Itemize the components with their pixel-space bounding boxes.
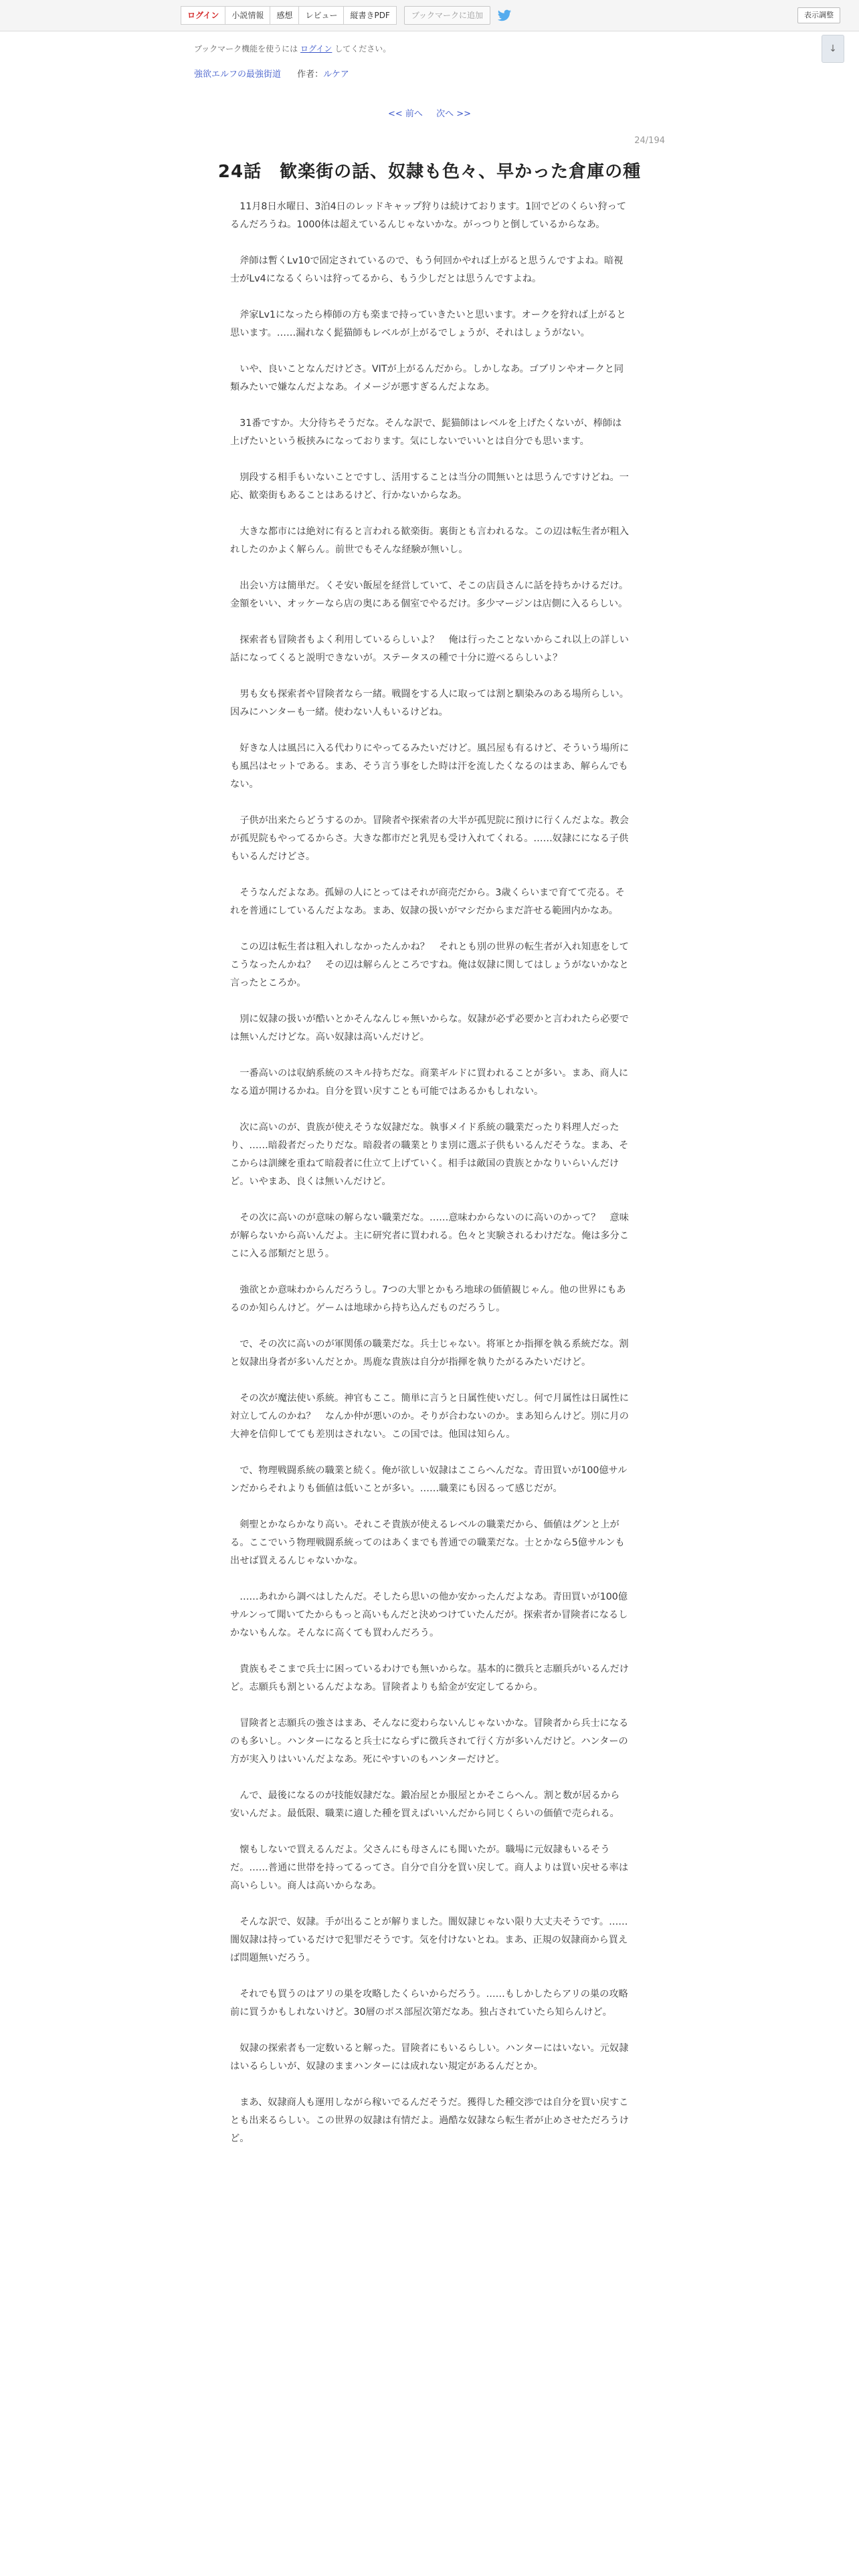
paragraph: 男も女も探索者や冒険者なら一緒。戦闘をする人に取っては割と馴染みのある場所らしい。因みにハンターも一緒。使わない人もいるけどね。 xyxy=(230,689,629,718)
paragraph: そうなんだよなあ。孤婦の人にとってはそれが商売だから。3歳くらいまで育てて売る。それを普通にしているんだよなあ。まあ、奴隷の扱いがマシだからまだ許せる範囲内かなあ。 xyxy=(230,887,625,916)
paragraph: 出会い方は簡単だ。くそ安い飯屋を経営していて、そこの店員さんに話を持ちかけるだけ。金額をいい、オッケーなら店の奥にある個室でやるだけ。多少マージンは店側に入るらしい。 xyxy=(230,580,629,609)
scroll-top-button[interactable] xyxy=(822,35,844,63)
next-chapter-link[interactable]: 次へ >> xyxy=(436,109,471,119)
review-link[interactable]: レビュー xyxy=(298,6,344,25)
bookmark-login-notice xyxy=(194,43,391,54)
paragraph: それでも買うのはアリの巣を攻略したくらいからだろう。……もしかしたらアリの巣の攻略前に買うかもしれないけど。30層のボス部屋次第だなあ。独占されていたら知らんけど。 xyxy=(230,1989,628,2018)
paragraph: 11月8日水曜日、3泊4日のレッドキャップ狩りは続けております。1回でどのくらい狩ってるんだろうね。1000体は超えているんじゃないかな。がっつりと倒しているからなあ。 xyxy=(230,201,627,230)
paragraph: 強欲とか意味わからんだろうし。7つの大罪とかもろ地球の価値観じゃん。他の世界にもあるのか知らんけど。ゲームは地球から持ち込んだものだろうし。 xyxy=(230,1285,626,1313)
impression-link[interactable]: 感想 xyxy=(270,6,299,25)
paragraph: 懐もしないで買えるんだよ。父さんにも母さんにも聞いたが。職場に元奴隷もいるそうだ。……普通に世帯を持ってるってさ。自分で自分を買い戻して。商人よりは買い戻せる率は高いらしい。商人は高いからなあ。 xyxy=(230,1844,629,1891)
paragraph: 次に高いのが、貴族が使えそうな奴隷だな。執事メイド系統の職業だったり料理人だったり、……暗殺者だったりだな。暗殺者の職業とりま別に選ぶ子供もいるんだそうな。まあ、そこからは訓練を重ねて暗殺者に仕立て上げていく。相手は敵国の貴族とかなりいらいんだけど。いやまあ、良くは無いんだけど。 xyxy=(230,1122,629,1187)
login-link[interactable]: ログイン xyxy=(181,6,225,25)
paragraph: 斧家Lv1になったら棒師の方も楽まで持っていきたいと思います。オークを狩れば上がると思います。……漏れなく髭猫師もレベルが上がるでしょうが、それはしょうがない。 xyxy=(230,310,626,338)
notice-login-link[interactable]: ログイン xyxy=(300,44,332,53)
paragraph: ……あれから調べはしたんだ。そしたら思いの他か安かったんだよなあ。青田買いが100億サルンって聞いてたからもっと高いもんだと決めつけていたんだが。探索者か冒険者になるしかないもんな。そんなに高くても買わんだろう。 xyxy=(230,1592,628,1638)
author-label: 作者： xyxy=(297,70,324,80)
chapter-title: 24話 歓楽街の話、奴隷も色々、早かった倉庫の種 xyxy=(217,162,642,182)
novel-body xyxy=(230,198,629,2166)
paragraph: 子供が出来たらどうするのか。冒険者や探索者の大半が孤児院に預けに行くんだよな。教会が孤児院もやってるからさ。大きな都市だと乳児も受け入れてくれる。……奴隷にになる子供もいるんだけどさ。 xyxy=(230,815,629,862)
paragraph: で、物理戦闘系統の職業と続く。俺が欲しい奴隷はここらへんだな。青田買いが100億サルンだからそれよりも価値は低いことが多い。……職業にも因るって感じだが。 xyxy=(230,1465,628,1494)
paragraph: その次が魔法使い系統。神官もここ。簡単に言うと日属性使いだし。何で月属性は日属性に対立してんのかね？ なんか仲が悪いのか。そりが合わないのか。まあ知らんけど。別に月の大神を信仰してても差別はされない。この国では。他国は知らん。 xyxy=(230,1393,629,1440)
add-bookmark-button[interactable]: ブックマークに追加 xyxy=(404,6,490,25)
paragraph: で、その次に高いのが軍関係の職業だな。兵士じゃない。将軍とか指揮を執る系統だな。割と奴隷出身者が多いんだとか。馬鹿な貴族は自分が指揮を執りたがるみたいだけど。 xyxy=(230,1339,629,1368)
notice-text-end: してください。 xyxy=(332,44,391,53)
page-number: 24/194 xyxy=(634,136,665,146)
paragraph: その次に高いのが意味の解らない職業だな。……意味わからないのに高いのかって？ 意味が解らないから高いんだよ。主に研究者に買われる。色々と実験されるわけだな。俺は多分ここに入る部類だと思う。 xyxy=(230,1212,629,1259)
series-title-link[interactable]: 強欲エルフの最強街道 xyxy=(194,70,282,80)
vertical-pdf-link[interactable]: 縦書きPDF xyxy=(343,6,396,25)
paragraph: そんな訳で、奴隷。手が出ることが解りました。闇奴隷じゃない限り大丈夫そうです。……闇奴隷は持っているだけで犯罪だそうです。気を付けないとね。まあ、正規の奴隷商から買えば問題無いだろう。 xyxy=(230,1917,628,1963)
paragraph: 好きな人は風呂に入る代わりにやってるみたいだけど。風呂屋も有るけど、そういう場所にも風呂はセットである。まあ、そう言う事をした時は汗を流したくなるのはまあ、解らんでもない。 xyxy=(230,743,629,790)
paragraph: この辺は転生者は粗入れしなかったんかね？ それとも別の世界の転生者が入れ知恵をしてこうなったんかね？ その辺は解らんところですね。俺は奴隷に関してはしょうがないかなと言ったところか。 xyxy=(230,942,629,988)
paragraph: 貴族もそこまで兵士に困っているわけでも無いからな。基本的に徴兵と志願兵がいるんだけど。志願兵も割といるんだよなあ。冒険者よりも給金が安定してるから。 xyxy=(230,1664,629,1693)
author-link[interactable]: ルケア xyxy=(323,70,349,80)
paragraph: 大きな都市には絶対に有ると言われる歓楽街。裏街とも言われるな。この辺は転生者が粗入れしたのかよく解らん。前世でもそんな経験が無いし。 xyxy=(230,526,629,555)
prev-chapter-link[interactable]: << 前へ xyxy=(388,109,423,119)
series-info xyxy=(194,67,349,80)
paragraph: 31番ですか。大分待ちそうだな。そんな訳で、髭猫師はレベルを上げたくないが、棒師は上げたいという板挟みになっております。気にしないでいいとは自分でも思います。 xyxy=(230,418,622,447)
paragraph: 斧師は暫くLv10で固定されているので、もう何回かやれば上がると思うんですよね。暗視士がLv4になるくらいは狩ってるから、もう少しだとは思うんですよね。 xyxy=(230,255,624,284)
top-nav-bar xyxy=(0,0,859,31)
paragraph: 別に奴隷の扱いが酷いとかそんなんじゃ無いからな。奴隷が必ず必要かと言われたら必要では無いんだけどな。高い奴隷は高いんだけど。 xyxy=(230,1014,629,1043)
paragraph: 探索者も冒険者もよく利用しているらしいよ？ 俺は行ったことないからこれ以上の詳しい話になってくると説明できないが。ステータスの種で十分に遊べるらしいよ？ xyxy=(230,635,629,663)
novel-info-link[interactable]: 小説情報 xyxy=(225,6,270,25)
paragraph: 冒険者と志願兵の強さはまあ、そんなに変わらないんじゃないかな。冒険者から兵士になるのも多いし。ハンターになると兵士にならずに徴兵されて行く方が多いんだけど。ハンターの方が実入りはいいんだよなあ。死にやすいのもハンターだけど。 xyxy=(230,1718,629,1765)
paragraph: 一番高いのは収納系統のスキル持ちだな。商業ギルドに買われることが多い。まあ、商人になる道が開けるかね。自分を買い戻すことも可能ではあるかもしれない。 xyxy=(230,1068,629,1097)
notice-text: ブックマーク機能を使うには xyxy=(194,44,300,53)
paragraph: 別段する相手もいないことですし、活用することは当分の間無いとは思うんですけどね。一応、歓楽街もあることはあるけど、行かないからなあ。 xyxy=(230,472,629,501)
arrow-up-icon: ↓ xyxy=(829,43,837,54)
paragraph: いや、良いことなんだけどさ。VITが上がるんだから。しかしなあ。ゴブリンやオークと同類みたいで嫌なんだよなあ。イメージが悪すぎるんだよなあ。 xyxy=(230,364,624,393)
display-settings-button[interactable]: 表示調整 xyxy=(797,7,840,23)
nav-menu xyxy=(181,6,512,25)
paragraph: 奴隷の探索者も一定数いると解った。冒険者にもいるらしい。ハンターにはいない。元奴隷はいるらしいが、奴隷のままハンターには成れない規定があるんだとか。 xyxy=(230,2043,629,2072)
paragraph: んで、最後になるのが技能奴隷だな。鍛冶屋とか服屋とかそこらへん。割と数が居るから安いんだよ。最低限、職業に適した種を買えばいいんだから同じくらいの価値で売られる。 xyxy=(230,1790,620,1819)
chapter-pager xyxy=(0,106,859,119)
twitter-icon[interactable] xyxy=(497,8,512,23)
paragraph: まあ、奴隷商人も運用しながら稼いでるんだそうだ。獲得した種交渉では自分を買い戻すことも出来るらしい。この世界の奴隷は有情だよ。過酷な奴隷なら転生者が止めさせただろうけど。 xyxy=(230,2097,629,2144)
paragraph: 剣聖とかならかなり高い。それこそ貴族が使えるレベルの職業だから、価値はグンと上がる。ここでいう物理戦闘系統ってのはあくまでも普通での職業だな。士とかなら5億サルンも出せば買えるんじゃないかな。 xyxy=(230,1519,625,1566)
